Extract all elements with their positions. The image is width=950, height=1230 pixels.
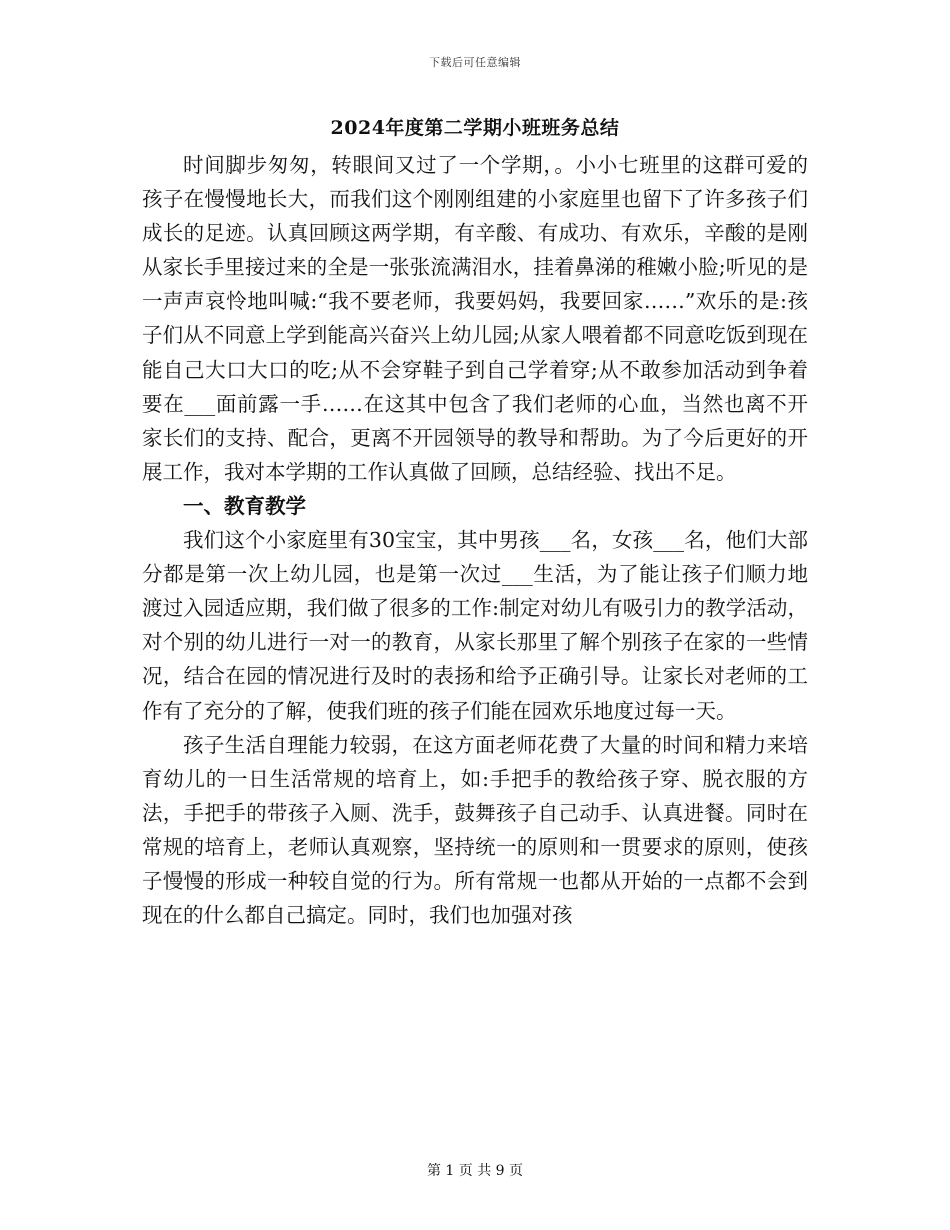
document-body (142, 148, 808, 932)
page-number: 第 1 页 共 9 页 (426, 1163, 524, 1179)
document-title: 2024年度第二学期小班班务总结 (330, 117, 620, 139)
self-care-paragraph: 孩子生活自理能力较弱，在这方面老师花费了大量的时间和精力来培育幼儿的一日生活常规的培育上，如:手把手的教给孩子穿、脱衣服的方法，手把手的带孩子入厕、洗手，鼓舞孩子自己动手、认真进餐。同时在常规的培育上，老师认真观察，坚持统一的原则和一贯要求的原则，使孩子慢慢的形成一种较自觉的行为。所有常规一也都从开始的一点都不会到现在的什么都自己搞定。同时，我们也加强对孩 (142, 732, 808, 928)
section-heading-teaching: 一、教育教学 (183, 493, 306, 518)
teaching-paragraph: 我们这个小家庭里有30宝宝，其中男孩___名，女孩___名，他们大部分都是第一次上幼儿园，也是第一次过___生活，为了能让孩子们顺力地渡过入园适应期，我们做了很多的工作:制定对幼儿有吸引力的教学活动，对个别的幼儿进行一对一的教育，从家长那里了解个别孩子在家的一些情况，结合在园的情况进行及时的表扬和给予正确引导。让家长对老师的工作有了充分的了解，使我们班的孩子们能在园欢乐地度过每一天。 (142, 528, 808, 723)
header-note: 下载后可任意编辑 (429, 56, 521, 69)
intro-paragraph: 时间脚步匆匆，转眼间又过了一个学期，。小小七班里的这群可爱的孩子在慢慢地长大，而我们这个刚刚组建的小家庭里也留下了许多孩子们成长的足迹。认真回顾这两学期，有辛酸、有成功、有欢乐，辛酸的是刚从家长手里接过来的全是一张张流满泪水，挂着鼻涕的稚嫩小脸;听见的是一声声哀怜地叫喊:“我不要老师，我要妈妈，我要回家……”欢乐的是:孩子们从不同意上学到能高兴奋兴上幼儿园;从家人喂着都不同意吃饭到现在能自己大口大口的吃;从不会穿鞋子到自己学着穿;从不敢参加活动到争着要在___面前露一手……在这其中包含了我们老师的心血，当然也离不开家长们的支持、配合，更离不开园领导的教导和帮助。为了今后更好的开展工作，我对本学期的工作认真做了回顾，总结经验、找出不足。 (142, 153, 808, 484)
